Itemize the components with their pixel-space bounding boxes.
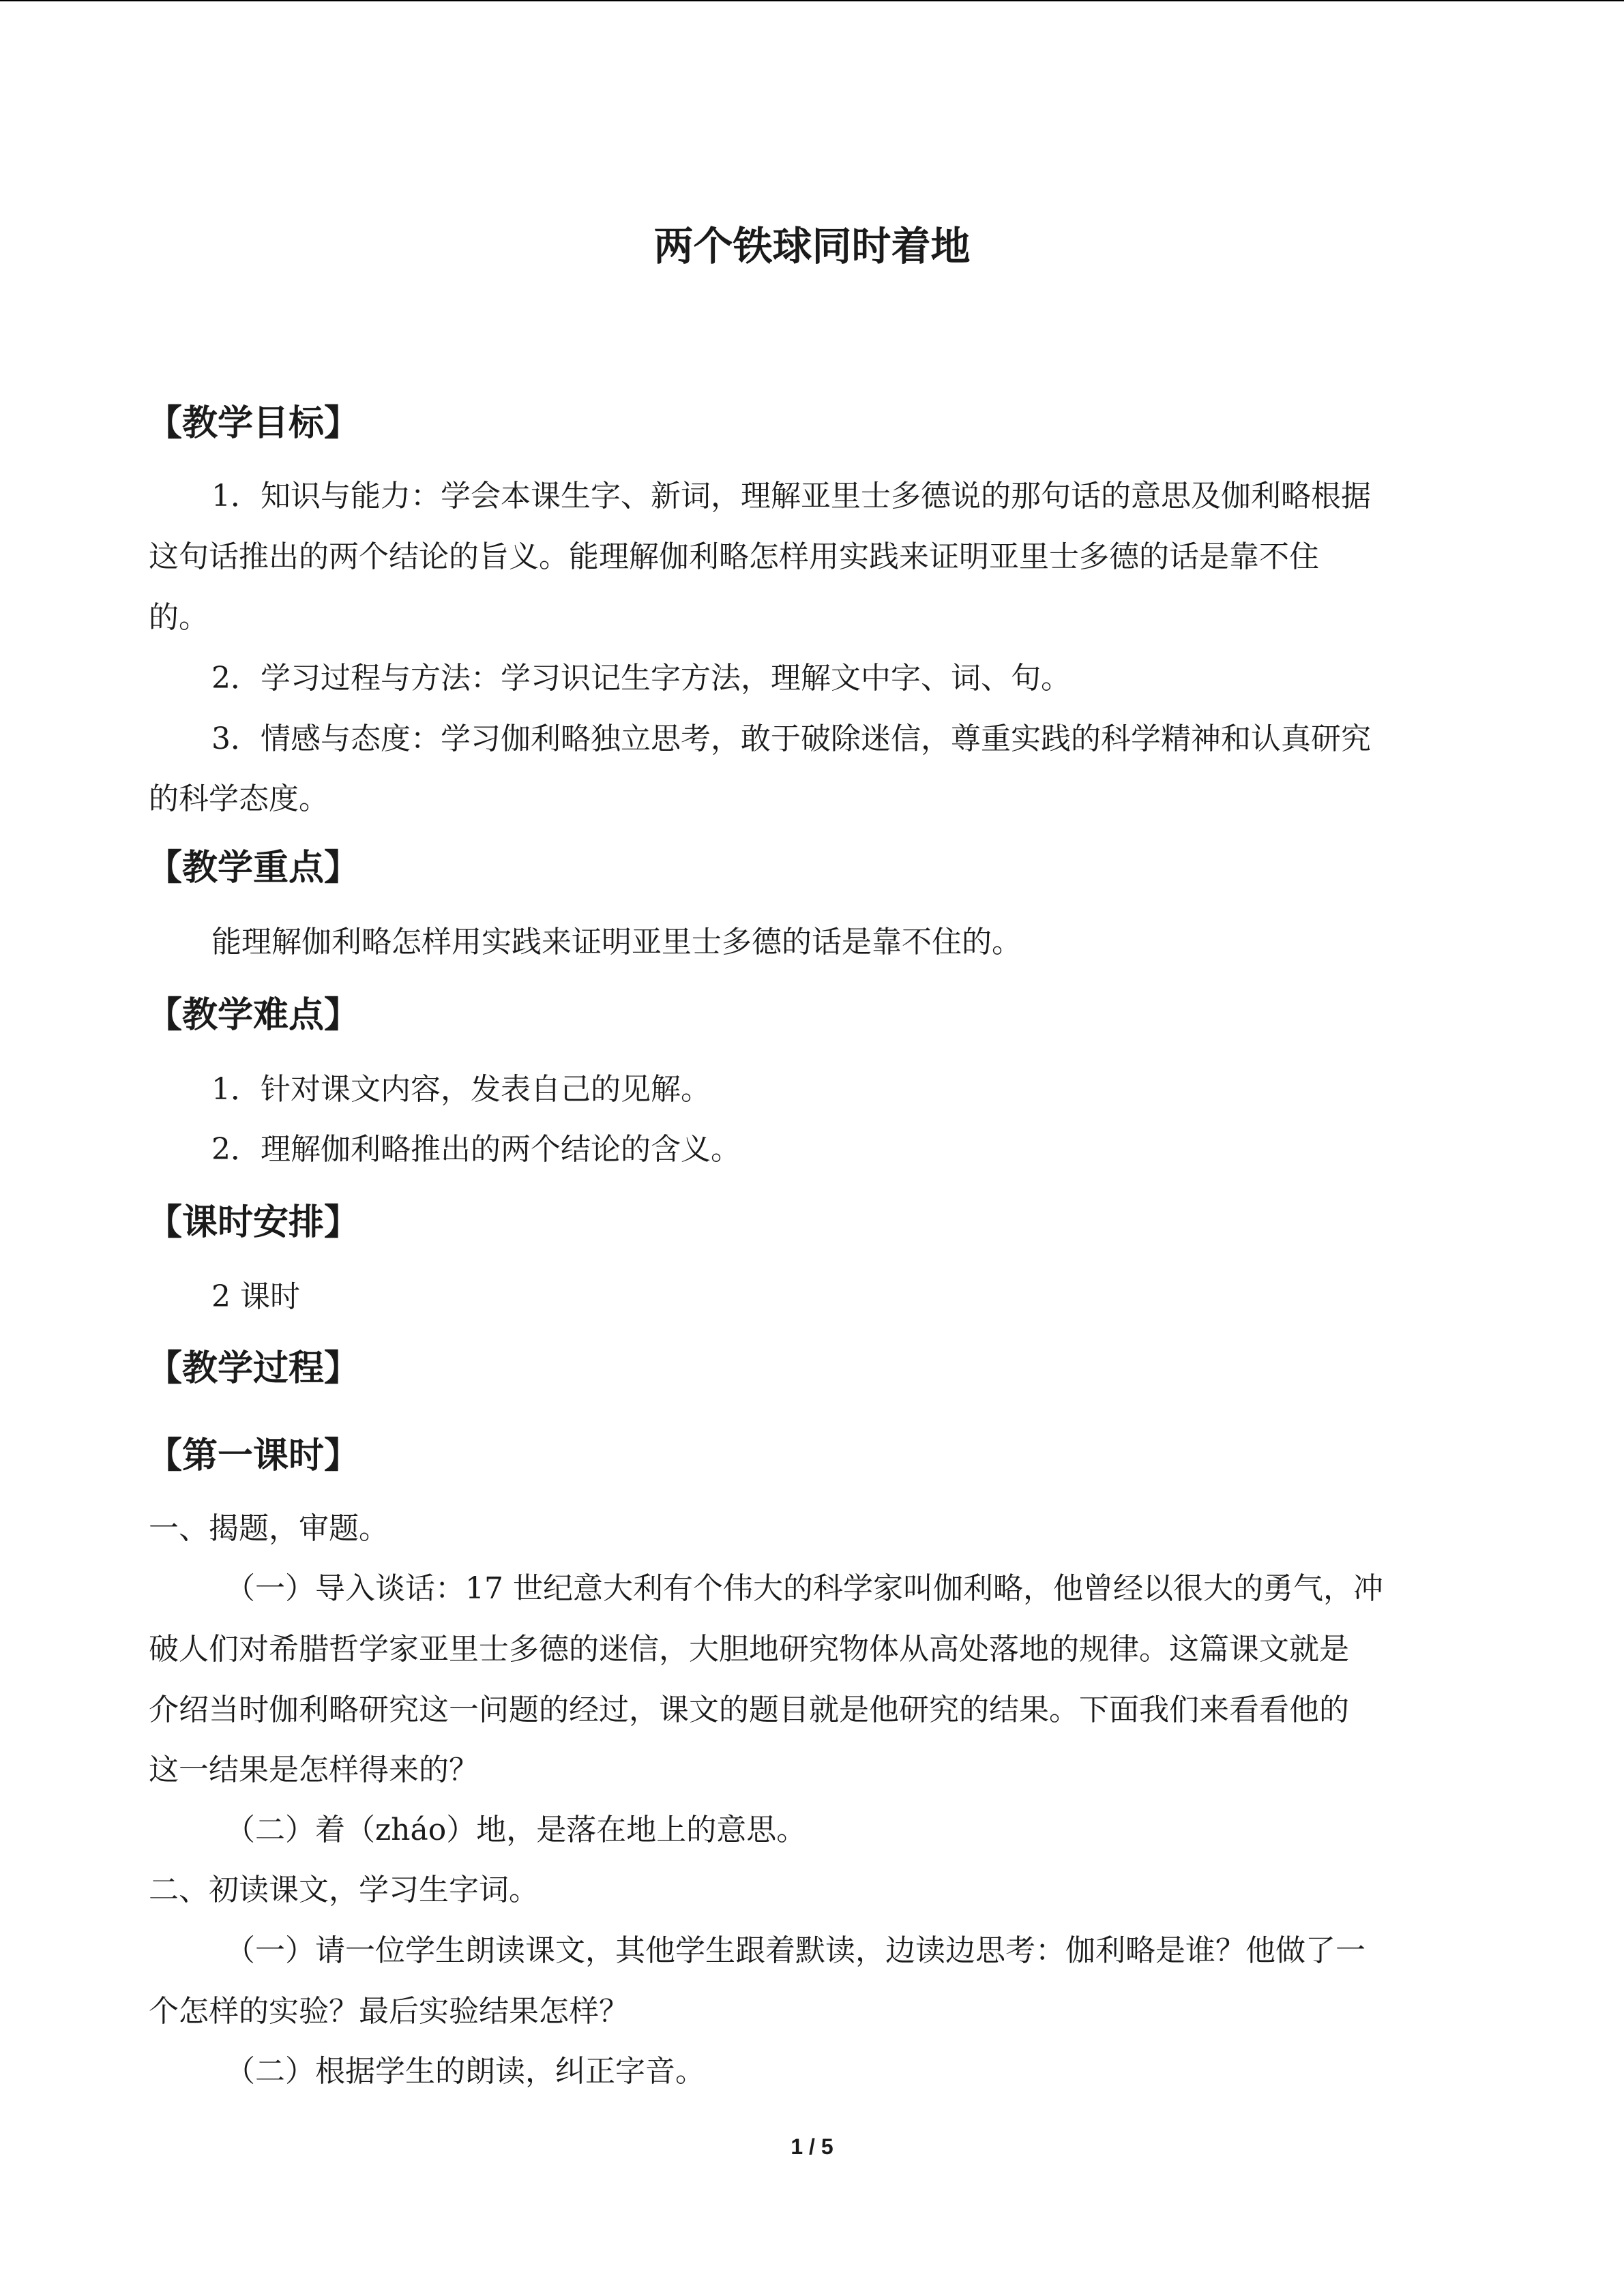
goal-2: 2．学习过程与方法：学习识记生字方法，理解文中字、词、句。 — [211, 661, 1071, 696]
goal-3-line-2: 的科学态度。 — [149, 781, 329, 816]
step-2a-line-1: （一）请一位学生朗读课文，其他学生跟着默读，边读边思考：伽利略是谁？他做了一 — [225, 1933, 1365, 1968]
heading-schedule: 【课时安排】 — [147, 1202, 360, 1243]
step-1: 一、揭题，审题。 — [149, 1511, 389, 1546]
step-1a-line-2: 破人们对希腊哲学家亚里士多德的迷信，大胆地研究物体从高处落地的规律。这篇课文就是 — [149, 1632, 1349, 1667]
heading-teaching-goals: 【教学目标】 — [147, 403, 360, 444]
step-1b: （二）着（zháo）地，是落在地上的意思。 — [225, 1813, 807, 1847]
step-1a-line-4: 这一结果是怎样得来的？ — [149, 1753, 479, 1787]
page-number: 1 / 5 — [791, 2134, 833, 2159]
schedule-text: 2 课时 — [211, 1279, 300, 1314]
document-title: 两个铁球同时着地 — [653, 223, 971, 269]
step-1a-line-1: （一）导入谈话：17 世纪意大利有个伟大的科学家叫伽利略，他曾经以很大的勇气，冲 — [225, 1571, 1383, 1606]
heading-teaching-difficulty: 【教学难点】 — [147, 995, 360, 1036]
difficulty-2: 2．理解伽利略推出的两个结论的含义。 — [211, 1132, 741, 1167]
heading-lesson-1: 【第一课时】 — [147, 1435, 360, 1476]
step-2b: （二）根据学生的朗读，纠正字音。 — [225, 2054, 705, 2089]
heading-teaching-process: 【教学过程】 — [147, 1348, 360, 1389]
goal-1-line-2: 这句话推出的两个结论的旨义。能理解伽利略怎样用实践来证明亚里士多德的话是靠不住 — [149, 539, 1319, 574]
goal-3-line-1: 3．情感与态度：学习伽利略独立思考，敢于破除迷信，尊重实践的科学精神和认真研究 — [211, 721, 1371, 756]
goal-1-line-1: 1．知识与能力：学会本课生字、新词，理解亚里士多德说的那句话的意思及伽利略根据 — [211, 479, 1371, 513]
step-1a-line-3: 介绍当时伽利略研究这一问题的经过，课文的题目就是他研究的结果。下面我们来看看他的 — [149, 1693, 1349, 1727]
step-2a-line-2: 个怎样的实验？最后实验结果怎样？ — [149, 1994, 629, 2029]
difficulty-1: 1．针对课文内容，发表自己的见解。 — [211, 1072, 711, 1107]
heading-teaching-focus: 【教学重点】 — [147, 848, 360, 889]
step-2: 二、初读课文，学习生字词。 — [149, 1873, 539, 1907]
goal-1-line-3: 的。 — [149, 600, 209, 635]
focus-text: 能理解伽利略怎样用实践来证明亚里士多德的话是靠不住的。 — [211, 925, 1022, 959]
